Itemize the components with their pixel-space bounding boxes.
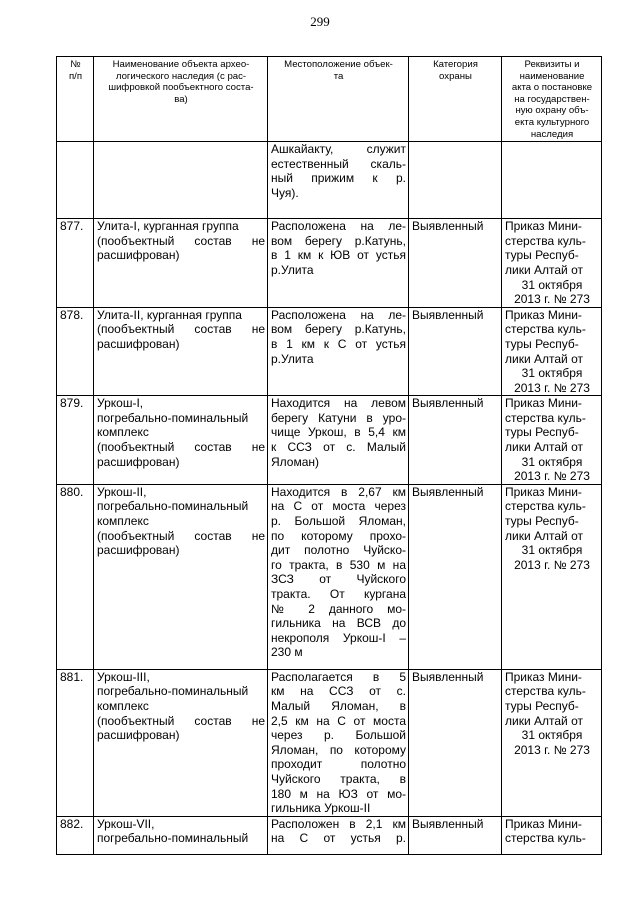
row-number: 881. [57, 669, 94, 816]
object-location-cell [268, 396, 409, 485]
protection-act-line: 31 октября [521, 366, 583, 381]
row-number: 877. [57, 219, 94, 308]
header-line: логического наследия (с рас- [115, 70, 247, 82]
protection-act-line: туры Респуб- [505, 425, 579, 440]
object-location-line: тракта. От кургана [271, 587, 406, 601]
object-location-line: берегу Катуни в уро- [271, 410, 406, 425]
object-location-line: гильника на ВСВ до [271, 616, 406, 631]
object-name-line: расшифрован) [97, 454, 180, 469]
protection-act-cell [502, 307, 602, 396]
protection-act-line: 2013 г. № 273 [514, 469, 590, 484]
protection-act-line: лики Алтай от [505, 262, 583, 277]
object-name-line: комплекс [97, 514, 149, 529]
object-name-cell [94, 669, 268, 816]
protection-act-line: 31 октября [521, 277, 583, 292]
object-name-line: расшифрован) [97, 248, 180, 263]
protection-act-line: стерства куль- [505, 499, 586, 514]
object-name-cell [94, 142, 268, 219]
protection-act-line: 2013 г. № 273 [514, 557, 590, 572]
protection-act-line: туры Респуб- [505, 699, 579, 714]
object-location-line: Яломан, по которому [271, 742, 406, 757]
object-location-line: на С от устья р. [271, 831, 406, 846]
object-location-line: 2,5 км на С от моста [271, 713, 406, 728]
object-location-line: Находится в 2,67 км [271, 484, 406, 499]
object-name-line: (пообъектный состав не [97, 233, 265, 248]
object-location-line: чище Уркош, в 5,4 км [271, 425, 406, 440]
row-number: 882. [57, 816, 94, 854]
protection-act-line: Приказ Мини- [505, 219, 582, 234]
protection-act-line: лики Алтай от [505, 528, 583, 543]
protection-act-line: 31 октября [521, 454, 583, 469]
object-location-line: Расположена на ле- [271, 307, 406, 322]
object-location-line: некрополя Уркош-I – [271, 630, 406, 645]
object-location-line: № 2 данного мо- [271, 601, 406, 616]
object-location-line: км на ССЗ от с. [271, 684, 406, 699]
protection-category: Выявленный [409, 307, 502, 396]
object-location-line: Чуйского тракта, в [271, 772, 406, 786]
object-location-cell [268, 307, 409, 396]
table-row [57, 816, 602, 854]
object-location-line: в 1 км к ЮВ от устья [271, 248, 406, 263]
table-header [57, 57, 602, 142]
header-line: наследия [530, 128, 574, 140]
object-name-line: (пообъектный состав не [97, 713, 265, 728]
table-row [57, 142, 602, 219]
header-line: Наименование объекта архео- [112, 59, 250, 70]
object-location-line: через р. Большой [271, 728, 406, 743]
header-name [94, 57, 268, 142]
row-number [57, 142, 94, 219]
object-location-line: Располагается в 5 [271, 669, 406, 684]
table-row [57, 219, 602, 308]
object-name-line: Улита-I, курганная группа [97, 219, 239, 234]
table-row [57, 307, 602, 396]
header-line: шифровкой пообъектного соста- [108, 82, 254, 94]
object-name-line: расшифрован) [97, 336, 180, 351]
protection-category: Выявленный [409, 816, 502, 854]
protection-act-cell [502, 142, 602, 219]
object-name-line: Уркош-II, [97, 484, 147, 499]
protection-act-line: Приказ Мини- [505, 669, 582, 684]
object-name-line: расшифрован) [97, 728, 180, 743]
object-name-line: Уркош-VII, [97, 816, 155, 831]
object-name-line: погребально-поминальный [97, 831, 249, 846]
row-number: 880. [57, 484, 94, 669]
header-line: ную охрану объ- [515, 105, 589, 117]
header-category [409, 57, 502, 142]
object-location-line: на С от моста через [271, 499, 406, 514]
protection-act-line: стерства куль- [505, 322, 586, 337]
object-name-cell [94, 396, 268, 485]
object-location-cell [268, 669, 409, 816]
object-location-line: Расположен в 2,1 км [271, 816, 406, 831]
table-body [57, 142, 602, 855]
protection-category: Выявленный [409, 484, 502, 669]
object-location-line: ный прижим к р. [271, 171, 406, 186]
object-location-line: к ССЗ от с. Малый [271, 440, 406, 455]
object-name-line: (пообъектный состав не [97, 322, 265, 337]
protection-category: Выявленный [409, 669, 502, 816]
object-location-line: вом берегу р.Катунь, [271, 322, 406, 337]
header-num [57, 57, 94, 142]
object-name-cell [94, 219, 268, 308]
protection-act-cell [502, 816, 602, 854]
object-location-line: дит полотно Чуйско- [271, 543, 406, 558]
page-number: 299 [310, 14, 330, 29]
object-location-line: Ашкайакту, служит [271, 142, 406, 157]
object-name-line: расшифрован) [97, 543, 180, 558]
protection-category [409, 142, 502, 219]
object-location-line: гильника Уркош-II [271, 801, 371, 816]
object-location-line: в 1 км к С от устья [271, 336, 406, 351]
object-name-line: Улита-II, курганная группа [97, 307, 242, 322]
protection-act-line: стерства куль- [505, 684, 586, 699]
protection-act-cell [502, 396, 602, 485]
object-location-line: 180 м на ЮЗ от мо- [271, 786, 406, 801]
object-location-line: естественный скаль- [271, 156, 406, 171]
object-location-line: р.Улита [271, 262, 314, 277]
object-name-line: Уркош-I, [97, 396, 144, 411]
object-name-line: (пообъектный состав не [97, 440, 265, 455]
object-location-line: Малый Яломан, в [271, 699, 406, 714]
row-number: 879. [57, 396, 94, 485]
header-line: акта о постановке [511, 82, 593, 94]
protection-act-line: Приказ Мини- [505, 816, 582, 831]
object-name-line: комплекс [97, 425, 149, 440]
table-row [57, 396, 602, 485]
protection-act-line: туры Респуб- [505, 248, 579, 263]
object-name-cell [94, 484, 268, 669]
protection-act-line: 31 октября [521, 543, 583, 558]
header-line: екта культурного [514, 116, 590, 128]
header-line: ва) [174, 93, 188, 105]
protection-act-line: лики Алтай от [505, 713, 583, 728]
protection-act-line: 2013 г. № 273 [514, 742, 590, 757]
table-row [57, 484, 602, 669]
object-location-cell [268, 142, 409, 219]
header-line: та [333, 70, 344, 82]
protection-act-cell [502, 669, 602, 816]
protection-act-line: стерства куль- [505, 410, 586, 425]
heritage-registry-table [56, 56, 602, 855]
protection-act-cell [502, 484, 602, 669]
header-line: Категория [433, 59, 478, 70]
protection-act-line: Приказ Мини- [505, 307, 582, 322]
object-location-line: р. Большой Яломан, [271, 514, 406, 529]
object-location-line: Чуя). [271, 185, 299, 200]
header-line: на государствен- [514, 93, 590, 105]
object-name-line: погребально-поминальный [97, 410, 249, 425]
protection-act-line: лики Алтай от [505, 440, 583, 455]
header-row [57, 57, 602, 142]
object-location-line: го тракта, в 530 м на [271, 557, 406, 572]
object-location-line: по которому прохо- [271, 528, 406, 543]
object-location-line: Расположена на ле- [271, 219, 406, 234]
object-location-line: р.Улита [271, 351, 314, 366]
object-location-cell [268, 816, 409, 854]
header-line: охраны [439, 70, 472, 82]
protection-act-cell [502, 219, 602, 308]
protection-category: Выявленный [409, 396, 502, 485]
protection-act-line: 2013 г. № 273 [514, 380, 590, 395]
protection-act-line: лики Алтай от [505, 351, 583, 366]
protection-act-line: туры Респуб- [505, 336, 579, 351]
table-row [57, 669, 602, 816]
object-location-line: Находится на левом [271, 396, 406, 411]
row-number: 878. [57, 307, 94, 396]
protection-act-line: стерства куль- [505, 831, 586, 846]
object-location-line: ЗСЗ от Чуйского [271, 572, 406, 587]
object-name-line: погребально-поминальный [97, 684, 249, 699]
protection-act-line: стерства куль- [505, 233, 586, 248]
object-location-line: 230 м [271, 645, 303, 660]
header-line: Местоположение объек- [284, 59, 393, 70]
header-location [268, 57, 409, 142]
protection-act-line: 2013 г. № 273 [514, 292, 590, 307]
object-name-line: комплекс [97, 699, 149, 714]
header-line: Реквизиты и [524, 59, 580, 70]
object-name-cell [94, 307, 268, 396]
object-name-line: погребально-поминальный [97, 499, 249, 514]
object-location-line: вом берегу р.Катунь, [271, 233, 406, 248]
header-act [502, 57, 602, 142]
object-name-line: (пообъектный состав не [97, 528, 265, 543]
header-line: наименование [519, 70, 585, 82]
header-line: п/п [68, 70, 83, 82]
protection-act-line: туры Респуб- [505, 514, 579, 529]
object-location-cell [268, 484, 409, 669]
object-location-line: проходит полотно [271, 757, 406, 772]
header-line: № [70, 59, 81, 70]
object-name-cell [94, 816, 268, 854]
protection-act-line: Приказ Мини- [505, 396, 582, 411]
protection-category: Выявленный [409, 219, 502, 308]
object-location-cell [268, 219, 409, 308]
object-name-line: Уркош-III, [97, 669, 150, 684]
protection-act-line: 31 октября [521, 728, 583, 743]
protection-act-line: Приказ Мини- [505, 484, 582, 499]
object-location-line: Яломан) [271, 454, 320, 469]
